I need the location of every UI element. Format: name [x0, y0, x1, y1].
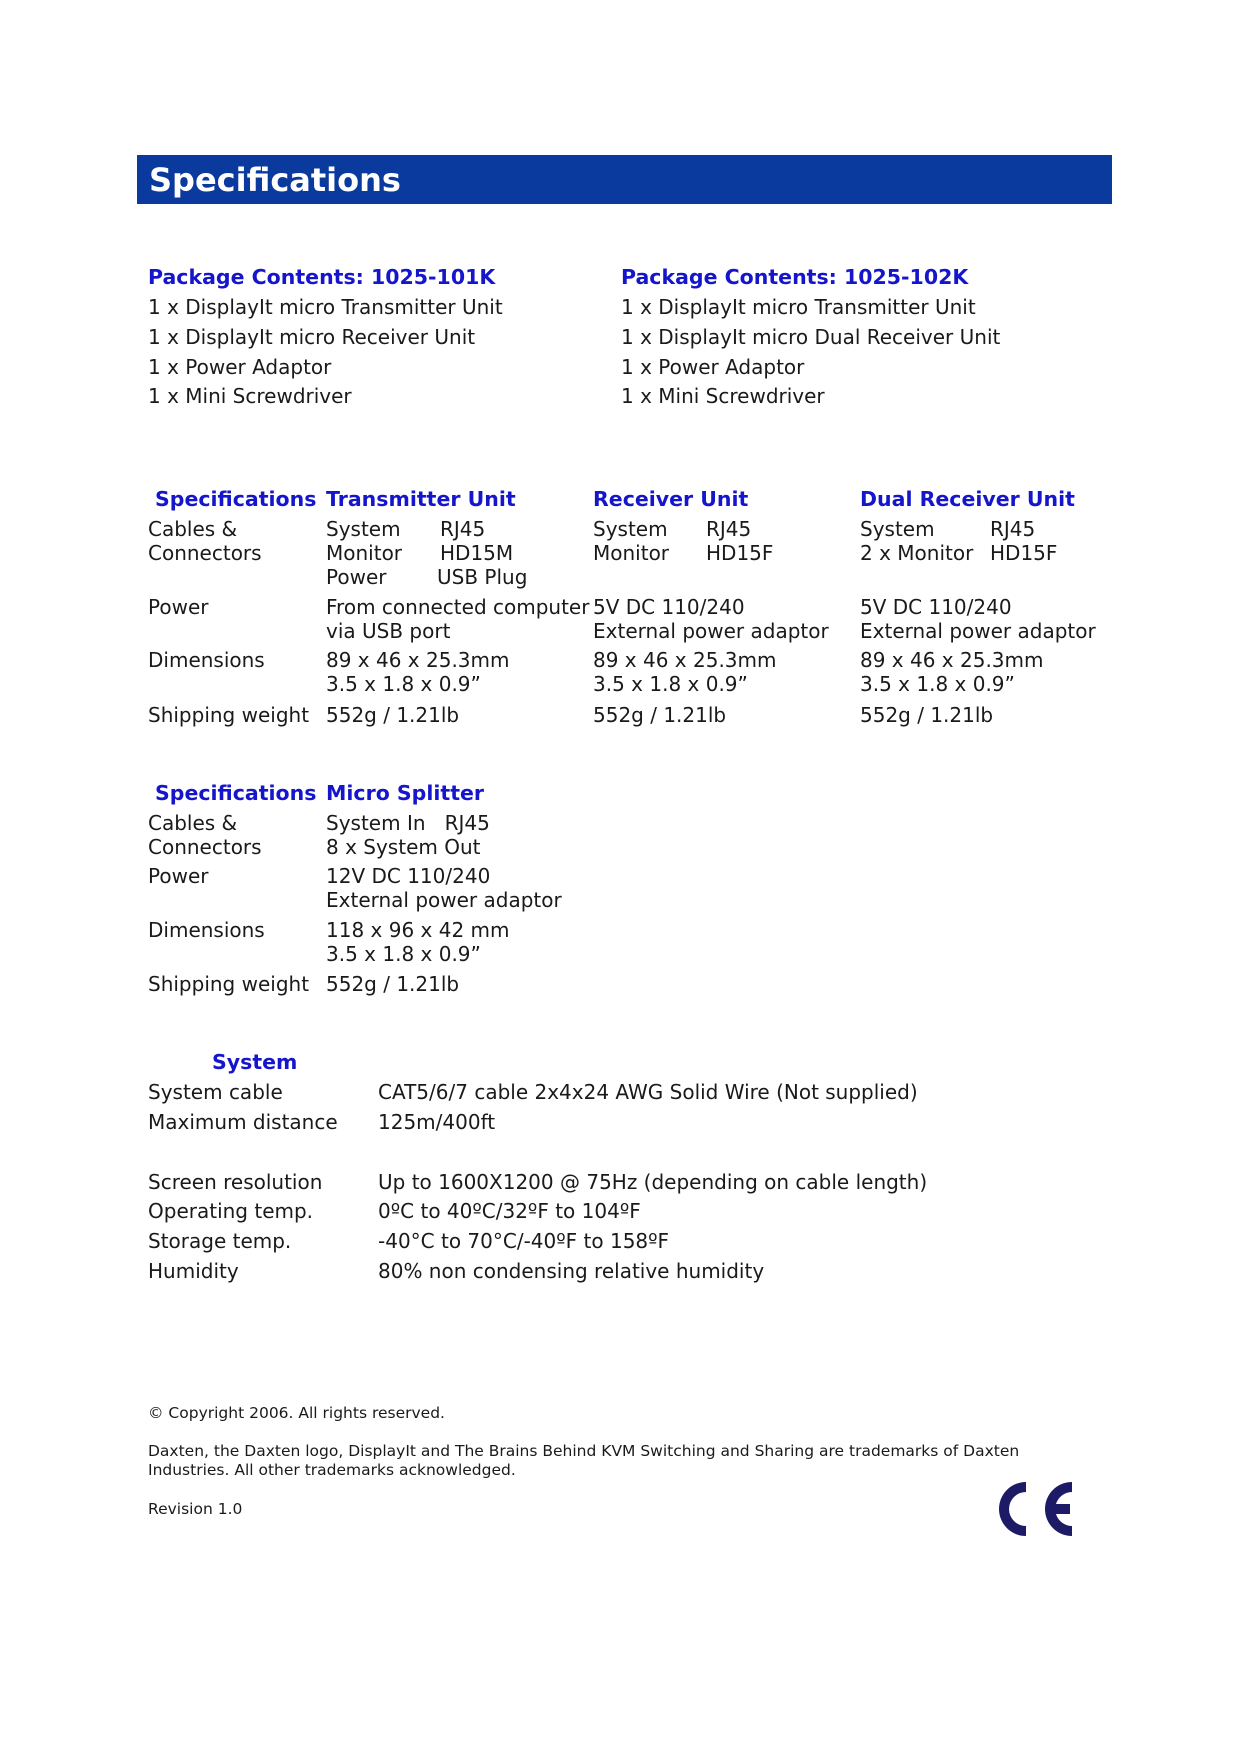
splitter-dimensions: 3.5 x 1.8 x 0.9” [326, 942, 481, 966]
transmitter-connector-value: HD15M [440, 541, 514, 565]
dual-connector-value: HD15F [990, 541, 1058, 565]
transmitter-power: From connected computer [326, 595, 590, 619]
dual-connector-key: 2 x Monitor [860, 541, 974, 565]
package-right-item: 1 x DisplayIt micro Transmitter Unit [621, 295, 976, 319]
package-right-item: 1 x Power Adaptor [621, 355, 805, 379]
receiver-weight: 552g / 1.21lb [593, 703, 727, 727]
receiver-connector-value: HD15F [706, 541, 774, 565]
package-right-item: 1 x Mini Screwdriver [621, 384, 825, 408]
system-row-value: Up to 1600X1200 @ 75Hz (depending on cable length) [378, 1170, 928, 1194]
section-banner [137, 155, 1112, 204]
receiver-connector-key: Monitor [593, 541, 670, 565]
receiver-power: External power adaptor [593, 619, 829, 643]
dual-weight: 552g / 1.21lb [860, 703, 994, 727]
splitter-label-dimensions: Dimensions [148, 918, 265, 942]
splitter-label-power: Power [148, 864, 209, 888]
receiver-connector-value: RJ45 [706, 517, 752, 541]
dual-connector-key: System [860, 517, 935, 541]
package-right-heading: Package Contents: 1025-102K [621, 265, 969, 289]
units-header-dual-receiver: Dual Receiver Unit [860, 487, 1075, 511]
transmitter-power: via USB port [326, 619, 451, 643]
splitter-label-weight: Shipping weight [148, 972, 310, 996]
receiver-connector-key: System [593, 517, 668, 541]
system-row-label: Operating temp. [148, 1199, 314, 1223]
dual-power: External power adaptor [860, 619, 1096, 643]
revision: Revision 1.0 [148, 1500, 243, 1518]
banner-title: Specifications [149, 161, 401, 199]
transmitter-connector-key: Monitor [326, 541, 403, 565]
system-row-value: 0ºC to 40ºC/32ºF to 104ºF [378, 1199, 641, 1223]
splitter-dimensions: 118 x 96 x 42 mm [326, 918, 510, 942]
system-heading: System [212, 1050, 298, 1074]
units-header-specifications: Specifications [155, 487, 317, 511]
transmitter-connector-value: USB Plug [437, 565, 528, 589]
package-left-item: 1 x DisplayIt micro Transmitter Unit [148, 295, 503, 319]
system-row-label: Storage temp. [148, 1229, 292, 1253]
receiver-power: 5V DC 110/240 [593, 595, 745, 619]
ce-letter-e [1045, 1482, 1072, 1536]
splitter-weight: 552g / 1.21lb [326, 972, 460, 996]
transmitter-connector-key: System [326, 517, 401, 541]
package-left-item: 1 x DisplayIt micro Receiver Unit [148, 325, 476, 349]
dual-power: 5V DC 110/240 [860, 595, 1012, 619]
units-label-weight: Shipping weight [148, 703, 310, 727]
system-row-label: System cable [148, 1080, 283, 1104]
package-left-heading: Package Contents: 1025-101K [148, 265, 496, 289]
transmitter-connector-value: RJ45 [440, 517, 486, 541]
transmitter-dimensions: 89 x 46 x 25.3mm [326, 648, 510, 672]
dual-dimensions: 89 x 46 x 25.3mm [860, 648, 1044, 672]
system-row-value: 80% non condensing relative humidity [378, 1259, 765, 1283]
units-label-power: Power [148, 595, 209, 619]
transmitter-connector-key: Power [326, 565, 387, 589]
splitter-label-connectors: Connectors [148, 835, 262, 859]
splitter-cables: 8 x System Out [326, 835, 481, 859]
system-row-label: Maximum distance [148, 1110, 338, 1134]
transmitter-dimensions: 3.5 x 1.8 x 0.9” [326, 672, 481, 696]
units-label-dimensions: Dimensions [148, 648, 265, 672]
splitter-header-micro-splitter: Micro Splitter [326, 781, 485, 805]
copyright: © Copyright 2006. All rights reserved. [148, 1404, 445, 1422]
units-header-receiver: Receiver Unit [593, 487, 749, 511]
system-row-value: CAT5/6/7 cable 2x4x24 AWG Solid Wire (Not supplied) [378, 1080, 918, 1104]
splitter-label-cables: Cables & [148, 811, 238, 835]
system-row-label: Screen resolution [148, 1170, 323, 1194]
package-left-item: 1 x Power Adaptor [148, 355, 332, 379]
trademarks: Daxten, the Daxten logo, DisplayIt and The Brains Behind KVM Switching and Sharing are trademarks of Daxten Industries. All other trademarks acknowledged. [148, 1442, 1020, 1479]
splitter-power: 12V DC 110/240 [326, 864, 491, 888]
splitter-header-specifications: Specifications [155, 781, 317, 805]
ce-mark-logo [990, 1476, 1074, 1542]
system-row-label: Humidity [148, 1259, 239, 1283]
system-row-value: -40°C to 70°C/-40ºF to 158ºF [378, 1229, 670, 1253]
package-left-item: 1 x Mini Screwdriver [148, 384, 352, 408]
splitter-power: External power adaptor [326, 888, 562, 912]
units-header-transmitter: Transmitter Unit [326, 487, 516, 511]
units-label-cables: Cables & [148, 517, 238, 541]
dual-connector-value: RJ45 [990, 517, 1036, 541]
units-label-connectors: Connectors [148, 541, 262, 565]
receiver-dimensions: 3.5 x 1.8 x 0.9” [593, 672, 748, 696]
system-row-value: 125m/400ft [378, 1110, 496, 1134]
dual-dimensions: 3.5 x 1.8 x 0.9” [860, 672, 1015, 696]
package-right-item: 1 x DisplayIt micro Dual Receiver Unit [621, 325, 1001, 349]
ce-letter-c [999, 1482, 1026, 1536]
receiver-dimensions: 89 x 46 x 25.3mm [593, 648, 777, 672]
transmitter-weight: 552g / 1.21lb [326, 703, 460, 727]
splitter-cables: System In RJ45 [326, 811, 490, 835]
